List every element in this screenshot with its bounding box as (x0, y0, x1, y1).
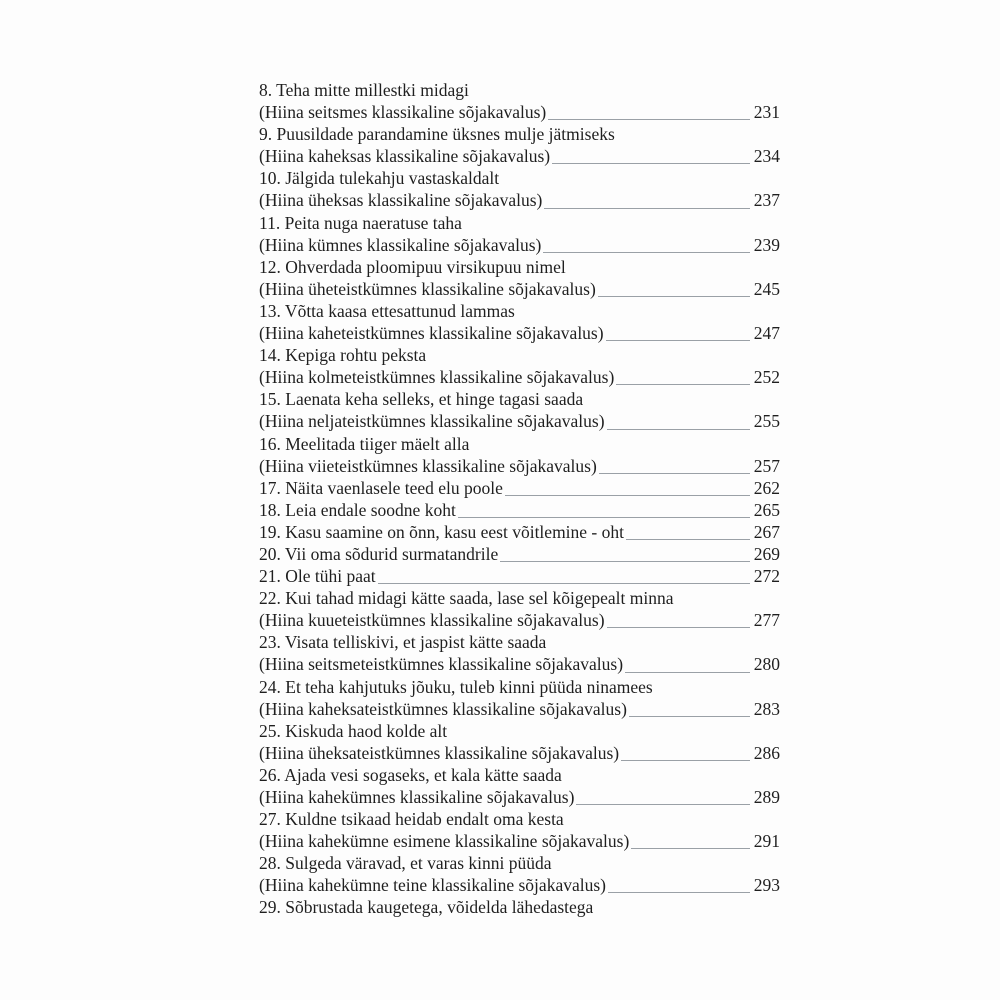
toc-entry (259, 698, 780, 720)
toc-entry-text: 18. Leia endale soodne koht (259, 499, 456, 520)
page-number: 252 (753, 367, 780, 388)
toc-entry-text: (Hiina seitsmes klassikaline sõjakavalus) (259, 102, 547, 123)
toc-entry (259, 587, 780, 609)
page-number: 283 (753, 698, 780, 719)
toc-entry-text: (Hiina seitsmeteistkümnes klassikaline sõjakavalus) (259, 654, 624, 675)
toc-entry-text: (Hiina üheteistkümnes klassikaline sõjakavalus) (259, 278, 596, 299)
toc-entry (259, 433, 780, 455)
toc-entry (259, 167, 780, 189)
toc-entry-text: 27. Kuldne tsikaad heidab endalt oma kesta (259, 809, 564, 830)
page-number: 255 (753, 411, 780, 432)
toc-entry (259, 256, 780, 278)
toc-entry (259, 212, 780, 234)
toc-entry (259, 609, 780, 631)
toc-entry-text: 15. Laenata keha selleks, et hinge tagasi saada (259, 389, 584, 410)
leader-line (607, 627, 750, 628)
toc-entry-text: (Hiina kahekümnes klassikaline sõjakavalus) (259, 787, 575, 807)
toc-entry-text: (Hiina kaheksas klassikaline sõjakavalus) (259, 146, 551, 167)
leader-line (505, 495, 750, 496)
page-number: 291 (753, 831, 780, 852)
toc-entry (259, 786, 780, 808)
page-number: 237 (753, 190, 780, 211)
toc-entry-text: 28. Sulgeda väravad, et varas kinni püüda (259, 853, 552, 874)
toc-entry-text: 19. Kasu saamine on õnn, kasu eest võitlemine - oht (259, 521, 624, 542)
leader-line (378, 583, 750, 584)
page-number: 277 (753, 610, 780, 631)
leader-line (607, 429, 750, 430)
toc-entry (259, 278, 780, 300)
leader-line (599, 473, 750, 474)
toc-entry (259, 499, 780, 521)
toc-entry-text: (Hiina neljateistkümnes klassikaline sõjakavalus) (259, 411, 605, 432)
toc-entry (259, 344, 780, 366)
toc-entry (259, 808, 780, 830)
toc-entry-text: 22. Kui tahad midagi kätte saada, lase sel kõigepealt minna (259, 588, 674, 609)
toc-entry-text: 26. Ajada vesi sogaseks, et kala kätte saada (259, 764, 562, 785)
toc-entry-text: (Hiina kolmeteistkümnes klassikaline sõjakavalus) (259, 367, 615, 388)
toc-entry (259, 410, 780, 432)
toc-entry (259, 322, 780, 344)
leader-line (625, 672, 750, 673)
toc-entry-text: (Hiina üheksateistkümnes klassikaline sõjakavalus) (259, 742, 620, 763)
toc-entry (259, 366, 780, 388)
toc-entry (259, 764, 780, 786)
toc-entry (259, 874, 780, 896)
toc-entry (259, 742, 780, 764)
toc-entry-text: (Hiina kuueteistkümnes klassikaline sõjakavalus) (259, 610, 605, 631)
toc-entry-text: 8. Teha mitte millestki midagi (259, 80, 469, 100)
leader-line (629, 716, 750, 717)
leader-line (500, 561, 750, 562)
leader-line (608, 892, 750, 893)
toc-entry-text: (Hiina kahekümne esimene klassikaline sõjakavalus) (259, 831, 630, 852)
page-number: 245 (753, 278, 780, 299)
leader-line (598, 296, 750, 297)
leader-line (626, 539, 750, 540)
toc-entry-text: (Hiina kaheteistkümnes klassikaline sõjakavalus) (259, 323, 604, 344)
page-number: 293 (753, 875, 780, 896)
leader-line (543, 252, 750, 253)
toc-entry-text: 10. Jälgida tulekahju vastaskaldalt (259, 168, 500, 189)
leader-line (616, 384, 750, 385)
leader-line (631, 848, 750, 849)
toc-entry (259, 676, 780, 698)
toc-entry-text: 17. Näita vaenlasele teed elu poole (259, 477, 503, 498)
toc-entry (259, 477, 780, 499)
toc-entry (259, 101, 780, 123)
toc-entry (259, 388, 780, 410)
toc-entry (259, 896, 780, 918)
toc-entry-text: 29. Sõbrustada kaugetega, võidelda lähedastega (259, 897, 594, 918)
leader-line (544, 208, 750, 209)
toc-entry (259, 830, 780, 852)
toc-entry-text: 23. Visata telliskivi, et jaspist kätte saada (259, 632, 547, 653)
toc-entry-text: 14. Kepiga rohtu peksta (259, 345, 427, 366)
toc-entry (259, 189, 780, 211)
page-number: 231 (753, 102, 780, 123)
leader-line (458, 517, 750, 518)
toc-entry (259, 234, 780, 256)
toc-entry-text: 9. Puusildade parandamine üksnes mulje jätmiseks (259, 124, 615, 145)
toc-entry (259, 543, 780, 565)
page-number: 262 (753, 477, 780, 498)
toc-entry (259, 145, 780, 167)
toc-entry-text: 13. Võtta kaasa ettesattunud lammas (259, 300, 515, 321)
table-of-contents (259, 79, 780, 919)
toc-entry-text: (Hiina viieteistkümnes klassikaline sõjakavalus) (259, 455, 597, 476)
toc-entry-text: (Hiina kaheksateistkümnes klassikaline sõjakavalus) (259, 698, 627, 719)
toc-entry (259, 852, 780, 874)
toc-entry-text: (Hiina üheksas klassikaline sõjakavalus) (259, 190, 543, 211)
page-number: 267 (753, 521, 780, 542)
toc-entry (259, 123, 780, 145)
page-number: 247 (753, 323, 780, 344)
page-number: 286 (753, 742, 780, 763)
leader-line (606, 340, 750, 341)
toc-entry (259, 521, 780, 543)
toc-entry (259, 720, 780, 742)
page-number: 280 (753, 654, 780, 675)
page-number: 289 (753, 787, 780, 807)
toc-entry-text: (Hiina kümnes klassikaline sõjakavalus) (259, 234, 542, 255)
leader-line (621, 760, 750, 761)
page-number: 269 (753, 543, 780, 564)
leader-line (576, 804, 750, 805)
toc-entry (259, 565, 780, 587)
toc-entry (259, 79, 780, 101)
toc-entry-text: 11. Peita nuga naeratuse taha (259, 212, 462, 233)
toc-entry-text: 20. Vii oma sõdurid surmatandrile (259, 543, 499, 564)
toc-entry (259, 455, 780, 477)
toc-entry (259, 300, 780, 322)
toc-entry-text: 16. Meelitada tiiger mäelt alla (259, 433, 470, 454)
page-number: 272 (753, 566, 780, 587)
toc-entry-text: (Hiina kahekümne teine klassikaline sõjakavalus) (259, 875, 606, 896)
leader-line (548, 119, 750, 120)
toc-entry (259, 653, 780, 675)
page-number: 265 (753, 499, 780, 520)
page-number: 239 (753, 234, 780, 255)
page-number: 257 (753, 455, 780, 476)
toc-entry-text: 24. Et teha kahjutuks jõuku, tuleb kinni püüda ninamees (259, 676, 653, 697)
toc-entry-text: 12. Ohverdada ploomipuu virsikupuu nimel (259, 256, 566, 277)
toc-entry-text: 25. Kiskuda haod kolde alt (259, 720, 448, 741)
page-number: 234 (753, 146, 780, 167)
toc-entry-text: 21. Ole tühi paat (259, 566, 376, 587)
toc-entry (259, 631, 780, 653)
leader-line (552, 163, 750, 164)
